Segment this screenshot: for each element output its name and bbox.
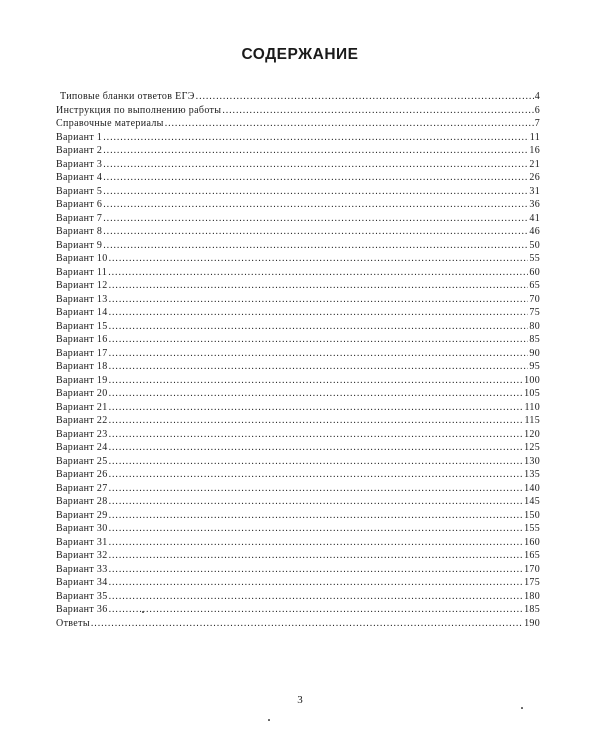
page-number: 3	[297, 694, 303, 706]
toc-entry	[56, 455, 540, 469]
dot-leader	[109, 333, 529, 347]
toc-entry-page: 60	[529, 266, 540, 278]
dot-leader	[109, 495, 523, 509]
scan-speck	[268, 719, 270, 721]
toc-entry-page: 160	[524, 536, 540, 548]
toc-entry	[56, 198, 540, 212]
dot-leader	[109, 441, 523, 455]
toc-entry	[56, 185, 540, 199]
toc-entry-page: 105	[524, 388, 540, 399]
scan-speck	[521, 707, 523, 709]
toc-entry	[56, 117, 540, 131]
dot-leader	[103, 171, 528, 185]
dot-leader	[103, 185, 528, 199]
toc-entry-title: Вариант 11	[56, 266, 108, 278]
toc-entry-title: Вариант 9	[56, 239, 103, 251]
toc-entry-title: Вариант 10	[56, 253, 108, 264]
toc-entry-page: 125	[524, 442, 540, 453]
toc-entry	[56, 468, 540, 482]
toc-entry-page: 31	[529, 185, 540, 197]
toc-entry	[56, 266, 540, 280]
toc-entry-page: 170	[524, 563, 540, 575]
toc-entry-title: Вариант 5	[56, 185, 103, 197]
toc-entry-title: Вариант 20	[56, 388, 108, 399]
toc-entry-page: 85	[529, 334, 540, 345]
dot-leader	[109, 320, 529, 334]
toc-entry	[56, 387, 540, 401]
dot-leader	[109, 374, 523, 388]
dot-leader	[196, 90, 534, 104]
toc-entry	[56, 522, 540, 536]
toc-entry	[56, 104, 540, 118]
table-of-contents	[56, 90, 540, 630]
toc-entry-page: 50	[529, 239, 540, 251]
toc-entry	[56, 441, 540, 455]
toc-entry-page: 115	[524, 415, 540, 426]
toc-entry-page: 16	[529, 145, 540, 156]
toc-entry-title: Вариант 21	[56, 401, 108, 413]
toc-entry-page: 145	[524, 496, 540, 507]
toc-entry-page: 155	[524, 523, 540, 534]
toc-entry	[56, 414, 540, 428]
toc-entry	[56, 563, 540, 577]
toc-entry-page: 100	[524, 374, 540, 386]
toc-entry-title: Вариант 26	[56, 469, 108, 480]
dot-leader	[108, 266, 528, 280]
toc-entry-title: Типовые бланки ответов ЕГЭ	[60, 91, 195, 102]
toc-entry-title: Вариант 3	[56, 158, 103, 170]
dot-leader	[109, 252, 529, 266]
toc-entry-page: 120	[524, 428, 540, 440]
toc-entry	[56, 212, 540, 226]
toc-entry-page: 165	[524, 550, 540, 561]
toc-entry	[56, 603, 540, 617]
toc-entry-title: Вариант 16	[56, 334, 108, 345]
toc-entry	[56, 225, 540, 239]
toc-entry	[56, 360, 540, 374]
toc-entry-title: Вариант 7	[56, 212, 103, 224]
dot-leader	[109, 603, 523, 617]
dot-leader	[109, 279, 529, 293]
dot-leader	[109, 468, 523, 482]
dot-leader	[109, 401, 524, 415]
toc-entry	[56, 333, 540, 347]
dot-leader	[109, 549, 523, 563]
toc-entry	[56, 495, 540, 509]
toc-entry-title: Ответы	[56, 617, 90, 629]
toc-entry-page: 190	[524, 617, 540, 629]
dot-leader	[103, 225, 528, 239]
toc-entry-title: Вариант 33	[56, 563, 108, 575]
dot-leader	[109, 509, 523, 523]
toc-entry-page: 65	[529, 280, 540, 291]
toc-entry-title: Вариант 13	[56, 293, 108, 305]
toc-entry-page: 36	[529, 199, 540, 210]
toc-entry-title: Вариант 31	[56, 536, 108, 548]
dot-leader	[103, 239, 528, 253]
toc-entry-title: Вариант 18	[56, 361, 108, 372]
toc-entry-page: 90	[529, 347, 540, 359]
dot-leader	[103, 212, 528, 226]
toc-entry-title: Вариант 4	[56, 172, 103, 183]
toc-entry-page: 21	[529, 158, 540, 170]
toc-entry	[56, 590, 540, 604]
dot-leader	[103, 131, 528, 145]
toc-entry-page: 95	[529, 361, 540, 372]
page-title: СОДЕРЖАНИЕ	[241, 46, 359, 63]
toc-entry-title: Вариант 32	[56, 550, 108, 561]
toc-entry	[56, 171, 540, 185]
dot-leader	[109, 293, 529, 307]
toc-entry	[56, 252, 540, 266]
toc-entry	[56, 293, 540, 307]
dot-leader	[109, 387, 523, 401]
toc-entry-page: 150	[524, 509, 540, 521]
scan-speck	[142, 611, 144, 613]
toc-entry	[56, 482, 540, 496]
dot-leader	[103, 198, 528, 212]
toc-entry-page: 110	[524, 401, 540, 413]
toc-entry	[56, 428, 540, 442]
toc-entry-page: 180	[524, 590, 540, 602]
toc-entry-title: Справочные материалы	[56, 118, 164, 129]
toc-entry	[56, 131, 540, 145]
toc-entry-title: Вариант 6	[56, 199, 103, 210]
toc-entry-title: Вариант 14	[56, 307, 108, 318]
toc-entry	[56, 306, 540, 320]
dot-leader	[109, 536, 523, 550]
toc-entry	[56, 374, 540, 388]
toc-entry-title: Вариант 36	[56, 604, 108, 615]
toc-entry	[56, 536, 540, 550]
toc-entry-page: 70	[529, 293, 540, 305]
dot-leader	[109, 482, 523, 496]
toc-entry-page: 26	[529, 172, 540, 183]
toc-entry-title: Вариант 35	[56, 590, 108, 602]
toc-entry-page: 4	[534, 91, 540, 102]
toc-entry	[56, 401, 540, 415]
dot-leader	[109, 428, 523, 442]
toc-entry-page: 140	[524, 482, 540, 494]
toc-entry-title: Вариант 2	[56, 145, 103, 156]
toc-entry-title: Вариант 22	[56, 415, 108, 426]
toc-entry-title: Вариант 17	[56, 347, 108, 359]
toc-entry	[56, 279, 540, 293]
toc-entry-title: Вариант 23	[56, 428, 108, 440]
dot-leader	[109, 360, 529, 374]
toc-entry	[56, 320, 540, 334]
dot-leader	[103, 144, 528, 158]
toc-entry-title: Вариант 8	[56, 226, 103, 237]
toc-entry-page: 7	[534, 118, 540, 129]
toc-entry	[56, 239, 540, 253]
dot-leader	[165, 117, 534, 131]
toc-entry-title: Вариант 27	[56, 482, 108, 494]
toc-entry-page: 6	[534, 104, 540, 116]
toc-entry-title: Вариант 12	[56, 280, 108, 291]
toc-entry-page: 135	[524, 469, 540, 480]
toc-entry-title: Вариант 1	[56, 131, 103, 143]
toc-entry	[56, 144, 540, 158]
dot-leader	[109, 590, 523, 604]
toc-entry-title: Вариант 19	[56, 374, 108, 386]
toc-entry-title: Вариант 28	[56, 496, 108, 507]
toc-entry	[56, 617, 540, 631]
toc-entry	[56, 576, 540, 590]
dot-leader	[222, 104, 533, 118]
toc-entry-page: 80	[529, 320, 540, 332]
toc-entry-page: 46	[529, 226, 540, 237]
dot-leader	[109, 306, 529, 320]
dot-leader	[109, 576, 523, 590]
toc-entry-title: Вариант 30	[56, 523, 108, 534]
dot-leader	[91, 617, 523, 631]
toc-entry-page: 130	[524, 455, 540, 467]
toc-entry-page: 55	[529, 253, 540, 264]
toc-entry-title: Вариант 29	[56, 509, 108, 521]
dot-leader	[109, 455, 523, 469]
toc-entry-page: 75	[529, 307, 540, 318]
toc-entry-title: Вариант 24	[56, 442, 108, 453]
toc-entry-page: 175	[524, 577, 540, 588]
toc-entry-title: Вариант 15	[56, 320, 108, 332]
toc-entry-title: Вариант 25	[56, 455, 108, 467]
toc-entry-title: Вариант 34	[56, 577, 108, 588]
toc-entry	[56, 158, 540, 172]
toc-entry	[60, 90, 540, 104]
toc-entry-page: 41	[529, 212, 540, 224]
dot-leader	[109, 563, 523, 577]
dot-leader	[109, 414, 524, 428]
dot-leader	[109, 522, 523, 536]
toc-entry	[56, 549, 540, 563]
toc-entry	[56, 509, 540, 523]
toc-entry-page: 11	[529, 131, 540, 143]
dot-leader	[109, 347, 529, 361]
dot-leader	[103, 158, 528, 172]
toc-entry-page: 185	[524, 604, 540, 615]
toc-entry-title: Инструкция по выполнению работы	[56, 104, 222, 116]
toc-entry	[56, 347, 540, 361]
